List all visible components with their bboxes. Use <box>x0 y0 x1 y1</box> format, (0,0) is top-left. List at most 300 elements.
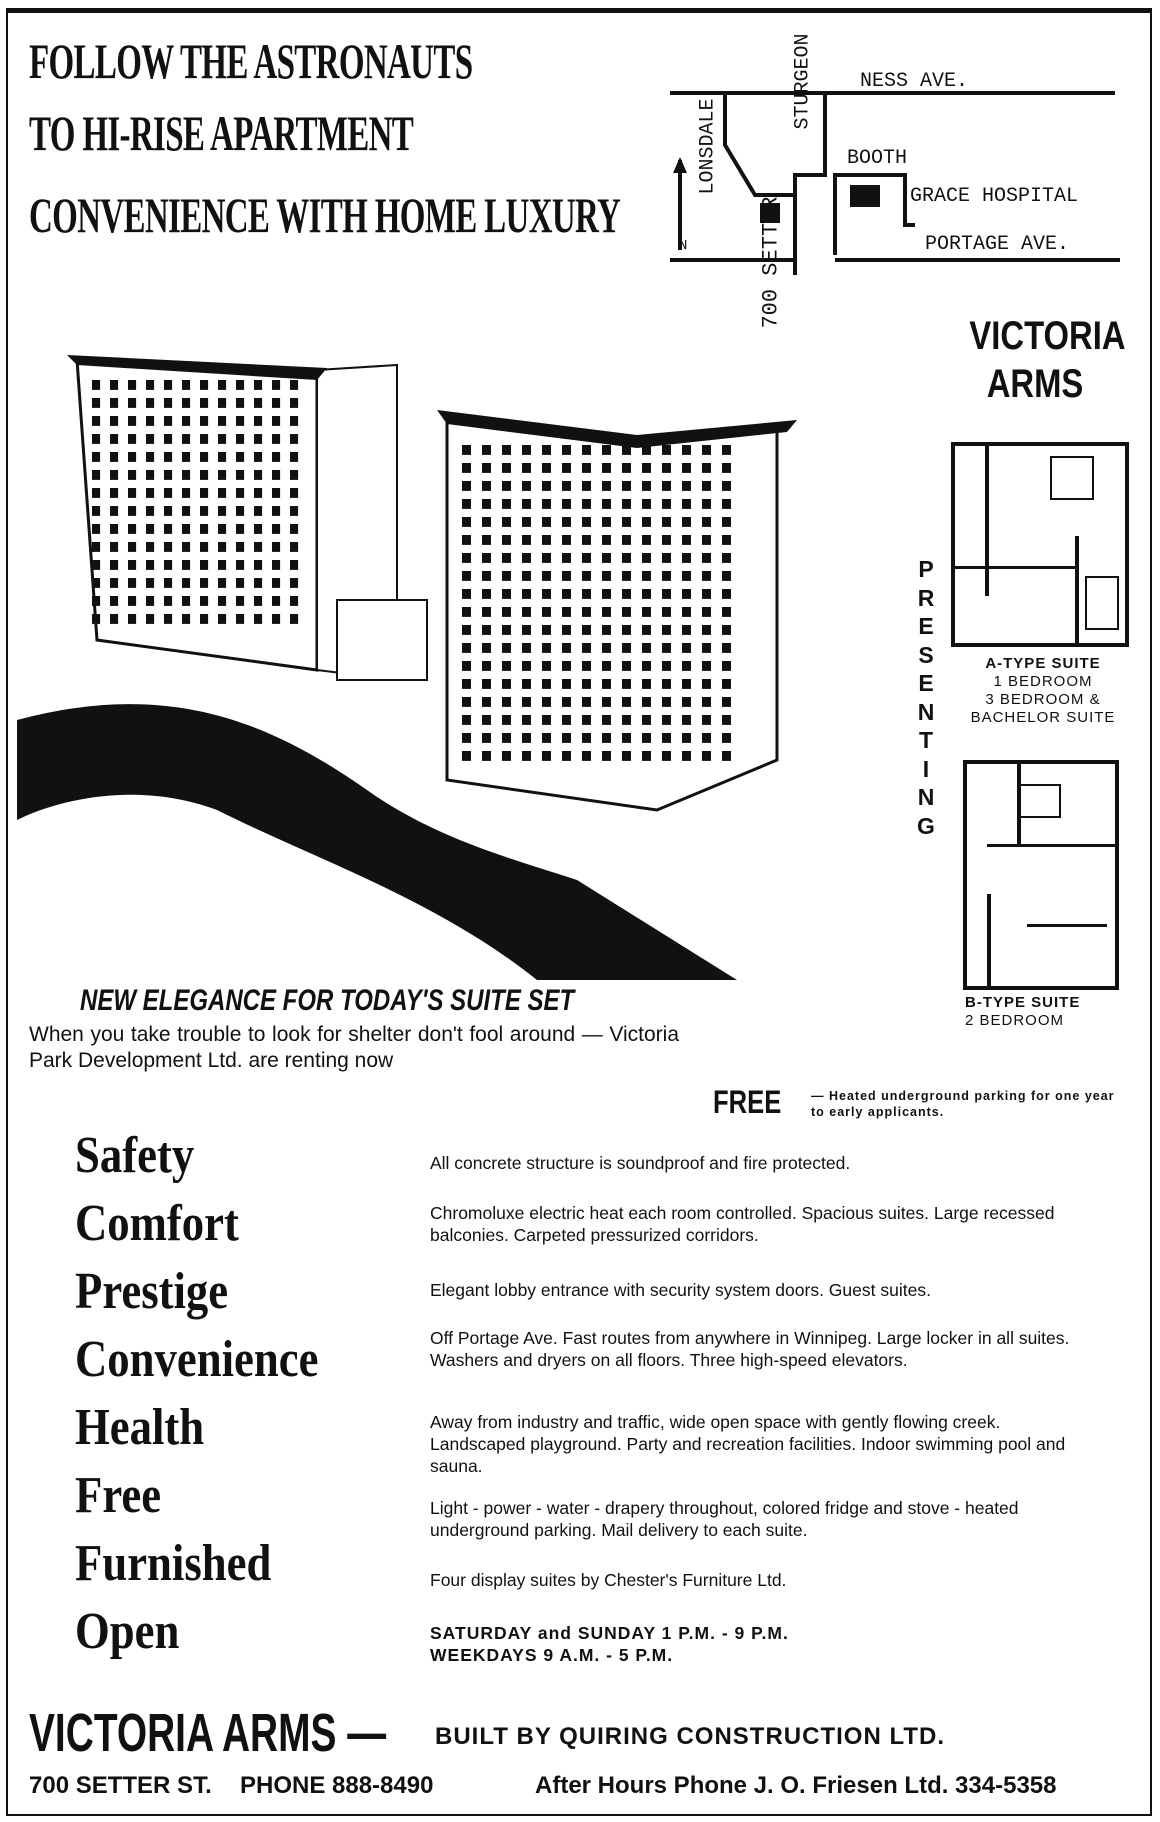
window <box>236 560 244 570</box>
a-type-title: A-TYPE SUITE <box>985 655 1101 672</box>
window <box>182 578 190 588</box>
window <box>92 506 100 516</box>
window <box>218 524 226 534</box>
window <box>502 607 511 617</box>
window <box>502 751 511 761</box>
window <box>682 643 691 653</box>
window <box>272 380 280 390</box>
window <box>722 715 731 725</box>
window <box>146 524 154 534</box>
window <box>602 733 611 743</box>
window <box>722 535 731 545</box>
a-type-line: 1 BEDROOM <box>993 673 1093 690</box>
window <box>462 661 471 671</box>
window <box>522 553 531 563</box>
window <box>146 596 154 606</box>
window <box>542 481 551 491</box>
window <box>254 560 262 570</box>
window <box>200 416 208 426</box>
window <box>272 434 280 444</box>
window <box>200 452 208 462</box>
window <box>562 751 571 761</box>
window <box>662 499 671 509</box>
window <box>92 524 100 534</box>
window <box>146 452 154 462</box>
window <box>622 643 631 653</box>
window <box>290 506 298 516</box>
window <box>582 463 591 473</box>
window <box>522 625 531 635</box>
window <box>622 445 631 455</box>
window <box>462 535 471 545</box>
floor-plan-a <box>951 442 1129 647</box>
window <box>290 542 298 552</box>
window <box>522 499 531 509</box>
window <box>662 517 671 527</box>
floor-plan-b <box>963 760 1119 990</box>
window <box>522 733 531 743</box>
window <box>146 434 154 444</box>
window <box>582 751 591 761</box>
window <box>146 488 154 498</box>
window <box>462 499 471 509</box>
window <box>542 499 551 509</box>
window <box>182 434 190 444</box>
window <box>110 488 118 498</box>
window <box>542 661 551 671</box>
window <box>682 517 691 527</box>
map-label-portage: PORTAGE AVE. <box>925 233 1070 256</box>
subhead: NEW ELEGANCE FOR TODAY'S SUITE SET <box>80 984 575 1017</box>
window <box>542 625 551 635</box>
window <box>236 434 244 444</box>
window <box>542 697 551 707</box>
window <box>236 380 244 390</box>
window <box>482 463 491 473</box>
window <box>662 589 671 599</box>
window <box>462 517 471 527</box>
window <box>110 524 118 534</box>
window <box>146 560 154 570</box>
feature-desc-furnished: Four display suites by Chester's Furniture Ltd. <box>430 1570 787 1590</box>
window <box>254 542 262 552</box>
window <box>164 524 172 534</box>
window <box>562 715 571 725</box>
window <box>502 499 511 509</box>
window <box>702 553 711 563</box>
feature-desc-free: Light - power - water - drapery throughout, colored fridge and stove - heated underground parking. Mail delivery to each suite. <box>430 1498 1019 1540</box>
presenting-letter: I <box>922 755 930 782</box>
window <box>182 416 190 426</box>
window <box>642 625 651 635</box>
window <box>110 614 118 624</box>
window <box>662 553 671 563</box>
window <box>722 571 731 581</box>
window <box>602 679 611 689</box>
b-type-suite-caption <box>965 994 1125 1030</box>
window <box>562 661 571 671</box>
window <box>218 470 226 480</box>
window <box>92 560 100 570</box>
window <box>218 398 226 408</box>
window <box>482 481 491 491</box>
window <box>236 416 244 426</box>
window <box>642 643 651 653</box>
window <box>164 452 172 462</box>
window <box>722 517 731 527</box>
window <box>218 578 226 588</box>
window <box>164 560 172 570</box>
window <box>254 434 262 444</box>
window <box>722 625 731 635</box>
window <box>502 715 511 725</box>
window <box>254 452 262 462</box>
window <box>582 499 591 509</box>
window <box>462 553 471 563</box>
window <box>702 517 711 527</box>
window <box>482 553 491 563</box>
window <box>542 679 551 689</box>
window <box>218 542 226 552</box>
window <box>272 614 280 624</box>
window <box>622 715 631 725</box>
window <box>502 643 511 653</box>
window <box>462 643 471 653</box>
window <box>722 589 731 599</box>
window <box>582 697 591 707</box>
free-text: — Heated underground parking for one year to early applicants. <box>811 1089 1115 1119</box>
window <box>582 607 591 617</box>
window <box>702 589 711 599</box>
feature-desc-open-hours: SATURDAY and SUNDAY 1 P.M. - 9 P.M. WEEKDAYS 9 A.M. - 5 P.M. <box>430 1623 789 1665</box>
window <box>502 571 511 581</box>
window <box>602 553 611 563</box>
window <box>642 481 651 491</box>
footer-builder: BUILT BY QUIRING CONSTRUCTION LTD. <box>435 1723 945 1750</box>
window <box>254 524 262 534</box>
window <box>290 380 298 390</box>
window <box>642 733 651 743</box>
window <box>602 715 611 725</box>
window <box>702 643 711 653</box>
window <box>582 445 591 455</box>
window <box>236 506 244 516</box>
window <box>702 445 711 455</box>
window <box>200 524 208 534</box>
window <box>502 445 511 455</box>
feature-word-convenience: Convenience <box>75 1331 319 1388</box>
window <box>236 524 244 534</box>
window <box>92 614 100 624</box>
feature-word-free: Free <box>75 1467 162 1524</box>
window <box>182 398 190 408</box>
window <box>290 614 298 624</box>
window <box>182 380 190 390</box>
window <box>462 715 471 725</box>
window <box>254 614 262 624</box>
window <box>482 697 491 707</box>
window <box>522 535 531 545</box>
window <box>682 481 691 491</box>
window <box>254 380 262 390</box>
window <box>128 434 136 444</box>
window <box>542 571 551 581</box>
window <box>482 661 491 671</box>
window <box>542 445 551 455</box>
window <box>462 697 471 707</box>
window <box>92 542 100 552</box>
presenting-letter: N <box>917 698 935 725</box>
building-illustration <box>17 340 917 980</box>
window <box>272 398 280 408</box>
window <box>290 452 298 462</box>
window <box>462 733 471 743</box>
window <box>110 434 118 444</box>
window <box>542 643 551 653</box>
window <box>522 751 531 761</box>
window <box>462 751 471 761</box>
window <box>682 445 691 455</box>
window <box>272 452 280 462</box>
window <box>682 535 691 545</box>
window <box>218 488 226 498</box>
free-label: FREE <box>713 1084 782 1120</box>
window <box>562 571 571 581</box>
headline-line-2: TO HI-RISE APARTMENT <box>29 105 414 161</box>
window <box>236 596 244 606</box>
window <box>146 380 154 390</box>
window <box>164 398 172 408</box>
window <box>482 499 491 509</box>
window <box>110 596 118 606</box>
window <box>290 524 298 534</box>
window <box>642 445 651 455</box>
window <box>542 463 551 473</box>
window <box>662 679 671 689</box>
window <box>582 481 591 491</box>
window <box>602 643 611 653</box>
window <box>272 416 280 426</box>
window <box>722 679 731 689</box>
window <box>642 697 651 707</box>
window <box>662 733 671 743</box>
window <box>722 607 731 617</box>
feature-word-comfort: Comfort <box>75 1195 239 1252</box>
window <box>236 452 244 462</box>
feature-desc-health: Away from industry and traffic, wide open space with gently flowing creek. Landscaped playground. Party and recreation facilities. Indoor swimming pool and sauna. <box>430 1412 1066 1476</box>
feature-desc-safety: All concrete structure is soundproof and fire protected. <box>430 1153 851 1173</box>
window <box>662 751 671 761</box>
window <box>642 517 651 527</box>
window <box>482 751 491 761</box>
window <box>110 506 118 516</box>
window <box>146 578 154 588</box>
window <box>662 481 671 491</box>
window <box>218 452 226 462</box>
window <box>682 589 691 599</box>
window <box>272 542 280 552</box>
window <box>682 553 691 563</box>
window <box>502 679 511 689</box>
window <box>482 679 491 689</box>
window <box>92 470 100 480</box>
window <box>146 416 154 426</box>
window <box>662 625 671 635</box>
window <box>642 715 651 725</box>
window <box>200 434 208 444</box>
window <box>602 697 611 707</box>
b-type-title: B-TYPE SUITE <box>965 994 1081 1011</box>
window <box>562 517 571 527</box>
window <box>110 470 118 480</box>
window <box>522 679 531 689</box>
window <box>128 506 136 516</box>
window <box>146 506 154 516</box>
window <box>682 679 691 689</box>
window <box>682 607 691 617</box>
window <box>462 481 471 491</box>
map-label-lonsdale: LONSDALE <box>696 98 720 195</box>
window <box>562 643 571 653</box>
b-type-line: 2 BEDROOM <box>965 1012 1065 1029</box>
window <box>146 542 154 552</box>
window <box>522 481 531 491</box>
window <box>218 596 226 606</box>
window <box>542 535 551 545</box>
window <box>272 560 280 570</box>
window <box>110 578 118 588</box>
window <box>722 481 731 491</box>
window <box>290 560 298 570</box>
window <box>254 596 262 606</box>
window <box>622 733 631 743</box>
window <box>642 499 651 509</box>
window <box>582 589 591 599</box>
window <box>662 535 671 545</box>
window <box>682 751 691 761</box>
window <box>218 380 226 390</box>
window <box>128 416 136 426</box>
window <box>290 488 298 498</box>
window <box>110 542 118 552</box>
window <box>218 614 226 624</box>
window <box>682 463 691 473</box>
window <box>562 625 571 635</box>
window <box>522 445 531 455</box>
window <box>602 499 611 509</box>
window <box>702 463 711 473</box>
brand-title <box>969 312 1126 408</box>
window <box>272 506 280 516</box>
window <box>462 625 471 635</box>
window <box>702 697 711 707</box>
window <box>164 614 172 624</box>
window <box>164 380 172 390</box>
window <box>482 715 491 725</box>
window <box>702 679 711 689</box>
window <box>522 463 531 473</box>
apartment-tower-drawing <box>17 340 917 980</box>
window <box>562 535 571 545</box>
window <box>562 697 571 707</box>
window <box>562 607 571 617</box>
window <box>92 380 100 390</box>
feature-word-safety: Safety <box>75 1127 195 1184</box>
window <box>622 535 631 545</box>
window <box>200 596 208 606</box>
window <box>722 661 731 671</box>
window <box>602 481 611 491</box>
window <box>146 614 154 624</box>
window <box>482 625 491 635</box>
window <box>522 517 531 527</box>
window <box>662 715 671 725</box>
window <box>542 607 551 617</box>
window <box>164 488 172 498</box>
a-type-line: BACHELOR SUITE <box>970 709 1116 726</box>
window <box>702 481 711 491</box>
window <box>602 571 611 581</box>
window <box>128 488 136 498</box>
window <box>272 596 280 606</box>
window <box>128 380 136 390</box>
presenting-letter: R <box>917 584 935 611</box>
feature-desc-convenience: Off Portage Ave. Fast routes from anywhere in Winnipeg. Large locker in all suites. Washers and dryers on all floors. Three high-speed elevators. <box>430 1328 1070 1370</box>
feature-word-open: Open <box>75 1603 180 1660</box>
footer-address: 700 SETTER ST. <box>29 1772 212 1799</box>
window <box>482 571 491 581</box>
window <box>92 434 100 444</box>
window <box>110 380 118 390</box>
window <box>522 643 531 653</box>
location-map <box>665 25 1135 329</box>
window <box>236 614 244 624</box>
presenting-letter: T <box>918 727 934 753</box>
feature-desc-prestige: Elegant lobby entrance with security system doors. Guest suites. <box>430 1280 931 1300</box>
window <box>200 398 208 408</box>
window <box>482 643 491 653</box>
presenting-letter: P <box>918 556 934 582</box>
window <box>92 416 100 426</box>
window <box>182 542 190 552</box>
window <box>128 560 136 570</box>
feature-word-furnished: Furnished <box>75 1535 272 1592</box>
window <box>462 607 471 617</box>
window <box>722 553 731 563</box>
window <box>602 607 611 617</box>
window <box>254 398 262 408</box>
window <box>290 596 298 606</box>
window <box>662 607 671 617</box>
headline-line-1: FOLLOW THE ASTRONAUTS <box>29 33 473 89</box>
window <box>682 625 691 635</box>
window <box>182 560 190 570</box>
window <box>582 553 591 563</box>
window <box>562 589 571 599</box>
window <box>254 506 262 516</box>
window <box>622 751 631 761</box>
window <box>482 589 491 599</box>
window <box>290 416 298 426</box>
window <box>642 679 651 689</box>
window <box>542 553 551 563</box>
window <box>602 625 611 635</box>
window <box>562 733 571 743</box>
window <box>622 607 631 617</box>
window <box>128 524 136 534</box>
window <box>562 679 571 689</box>
window <box>236 398 244 408</box>
